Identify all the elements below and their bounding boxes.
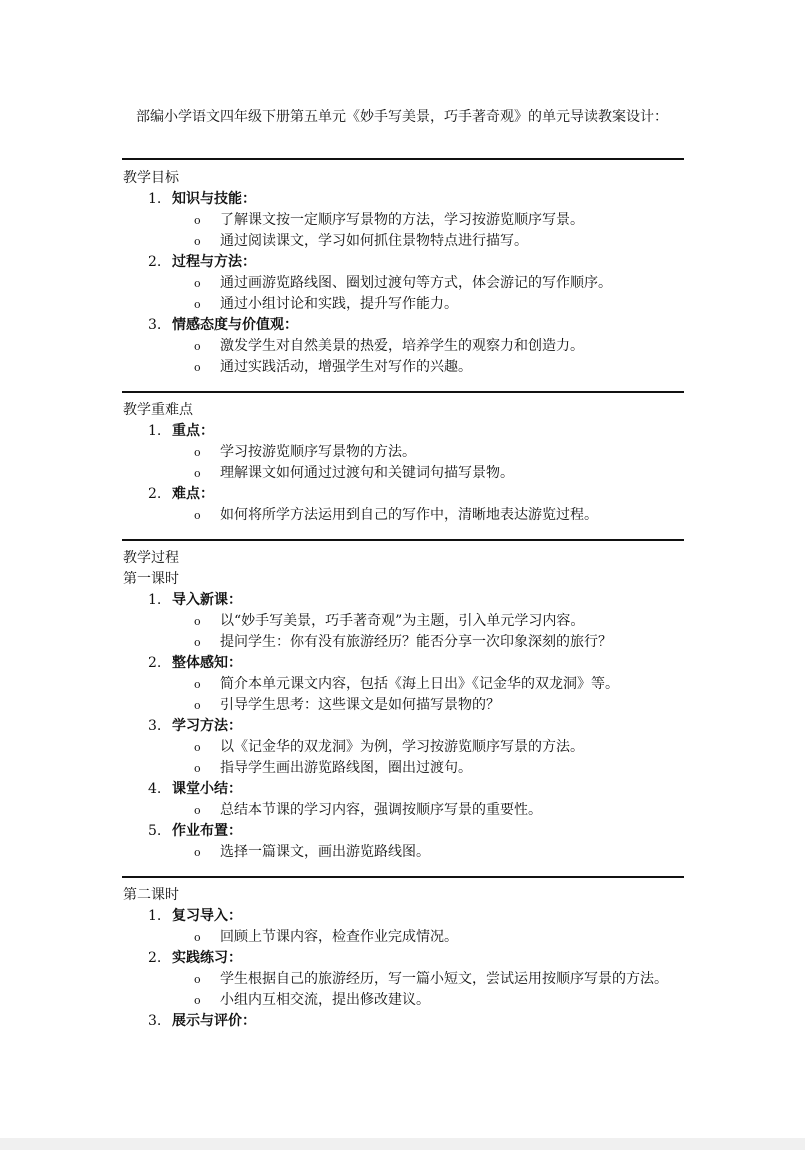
sub-item-text: 简介本单元课文内容，包括《海上日出》《记金华的双龙洞》等。 [220, 676, 619, 692]
bullet-icon: o [194, 446, 201, 459]
list-item [148, 654, 242, 672]
sub-list-item [194, 970, 668, 989]
sub-list-item [194, 358, 472, 377]
sub-item-text: 通过小组讨论和实践，提升写作能力。 [220, 296, 458, 312]
section-heading-goals: 教学目标 [123, 170, 179, 186]
list-label: 重点： [172, 423, 214, 439]
bullet-icon: o [194, 509, 201, 522]
sub-item-text: 选择一篇课文，画出游览路线图。 [220, 844, 430, 860]
bullet-icon: o [194, 340, 201, 353]
list-number: 2. [148, 950, 162, 966]
lesson-heading-1: 第一课时 [123, 571, 179, 587]
section-heading-key-points: 教学重难点 [123, 402, 193, 418]
bullet-icon: o [194, 298, 201, 311]
sub-list-item [194, 991, 430, 1010]
list-label: 展示与评价： [172, 1013, 256, 1029]
bullet-icon: o [194, 615, 201, 628]
sub-list-item [194, 612, 584, 631]
sub-item-text: 了解课文按一定顺序写景物的方法，学习按游览顺序写景。 [220, 212, 584, 228]
bullet-icon: o [194, 277, 201, 290]
list-number: 1. [148, 423, 162, 439]
list-label: 课堂小结： [172, 781, 242, 797]
sub-list-item [194, 211, 584, 230]
list-item [148, 780, 242, 798]
list-label: 整体感知： [172, 655, 242, 671]
list-label: 知识与技能： [172, 191, 256, 207]
sub-item-text: 指导学生画出游览路线图，圈出过渡句。 [220, 760, 472, 776]
list-label: 过程与方法： [172, 254, 256, 270]
bullet-icon: o [194, 361, 201, 374]
list-number: 3. [148, 317, 162, 333]
section-divider [122, 158, 684, 160]
sub-item-text: 通过画游览路线图、圈划过渡句等方式，体会游记的写作顺序。 [220, 275, 612, 291]
bullet-icon: o [194, 636, 201, 649]
sub-list-item [194, 506, 598, 525]
sub-list-item [194, 295, 458, 314]
list-item [148, 1012, 256, 1030]
section-divider [122, 391, 684, 393]
list-item [148, 190, 256, 208]
bullet-icon: o [194, 741, 201, 754]
sub-item-text: 回顾上节课内容，检查作业完成情况。 [220, 929, 458, 945]
bullet-icon: o [194, 678, 201, 691]
sub-item-text: 以《记金华的双龙洞》为例，学习按游览顺序写景的方法。 [220, 739, 584, 755]
bullet-icon: o [194, 804, 201, 817]
sub-list-item [194, 633, 612, 652]
bullet-icon: o [194, 994, 201, 1007]
list-item [148, 717, 242, 735]
list-number: 2. [148, 486, 162, 502]
bullet-icon: o [194, 699, 201, 712]
list-label: 作业布置： [172, 823, 242, 839]
sub-item-text: 通过阅读课文，学习如何抓住景物特点进行描写。 [220, 233, 528, 249]
bullet-icon: o [194, 214, 201, 227]
sub-list-item [194, 232, 528, 251]
sub-list-item [194, 759, 472, 778]
list-item [148, 907, 242, 925]
sub-item-text: 激发学生对自然美景的热爱，培养学生的观察力和创造力。 [220, 338, 584, 354]
sub-item-text: 学习按游览顺序写景物的方法。 [220, 444, 416, 460]
list-label: 复习导入： [172, 908, 242, 924]
sub-list-item [194, 928, 458, 947]
sub-item-text: 理解课文如何通过过渡句和关键词句描写景物。 [220, 465, 514, 481]
list-number: 1. [148, 191, 162, 207]
list-label: 导入新课： [172, 592, 242, 608]
sub-list-item [194, 464, 514, 483]
list-item [148, 485, 214, 503]
bullet-icon: o [194, 762, 201, 775]
lesson-heading-2: 第二课时 [123, 887, 179, 903]
section-heading-process: 教学过程 [123, 550, 179, 566]
list-label: 学习方法： [172, 718, 242, 734]
list-number: 1. [148, 908, 162, 924]
bullet-icon: o [194, 467, 201, 480]
list-label: 情感态度与价值观： [172, 317, 298, 333]
sub-list-item [194, 738, 584, 757]
bullet-icon: o [194, 846, 201, 859]
sub-list-item [194, 675, 619, 694]
list-item [148, 591, 242, 609]
section-divider [122, 539, 684, 541]
sub-item-text: 提问学生：你有没有旅游经历？能否分享一次印象深刻的旅行？ [220, 634, 612, 650]
sub-list-item [194, 443, 416, 462]
sub-item-text: 总结本节课的学习内容，强调按顺序写景的重要性。 [220, 802, 542, 818]
list-number: 3. [148, 1013, 162, 1029]
list-number: 1. [148, 592, 162, 608]
list-item [148, 949, 242, 967]
list-number: 3. [148, 718, 162, 734]
sub-item-text: 引导学生思考：这些课文是如何描写景物的？ [220, 697, 500, 713]
list-number: 2. [148, 254, 162, 270]
list-label: 实践练习： [172, 950, 242, 966]
list-item [148, 822, 242, 840]
sub-list-item [194, 801, 542, 820]
list-item [148, 253, 256, 271]
sub-list-item [194, 337, 584, 356]
bullet-icon: o [194, 235, 201, 248]
list-label: 难点： [172, 486, 214, 502]
list-item [148, 316, 298, 334]
bullet-icon: o [194, 973, 201, 986]
sub-item-text: 以“妙手写美景，巧手著奇观”为主题，引入单元学习内容。 [220, 613, 585, 629]
sub-item-text: 小组内互相交流，提出修改建议。 [220, 992, 430, 1008]
sub-list-item [194, 274, 612, 293]
list-number: 4. [148, 781, 162, 797]
sub-item-text: 学生根据自己的旅游经历，写一篇小短文，尝试运用按顺序写景的方法。 [220, 971, 668, 987]
section-divider [122, 876, 684, 878]
list-number: 2. [148, 655, 162, 671]
sub-list-item [194, 843, 430, 862]
bullet-icon: o [194, 931, 201, 944]
list-item [148, 422, 214, 440]
sub-item-text: 如何将所学方法运用到自己的写作中，清晰地表达游览过程。 [220, 507, 598, 523]
sub-item-text: 通过实践活动，增强学生对写作的兴趣。 [220, 359, 472, 375]
document-title: 部编小学语文四年级下册第五单元《妙手写美景，巧手著奇观》的单元导读教案设计： [136, 109, 668, 125]
list-number: 5. [148, 823, 162, 839]
sub-list-item [194, 696, 500, 715]
